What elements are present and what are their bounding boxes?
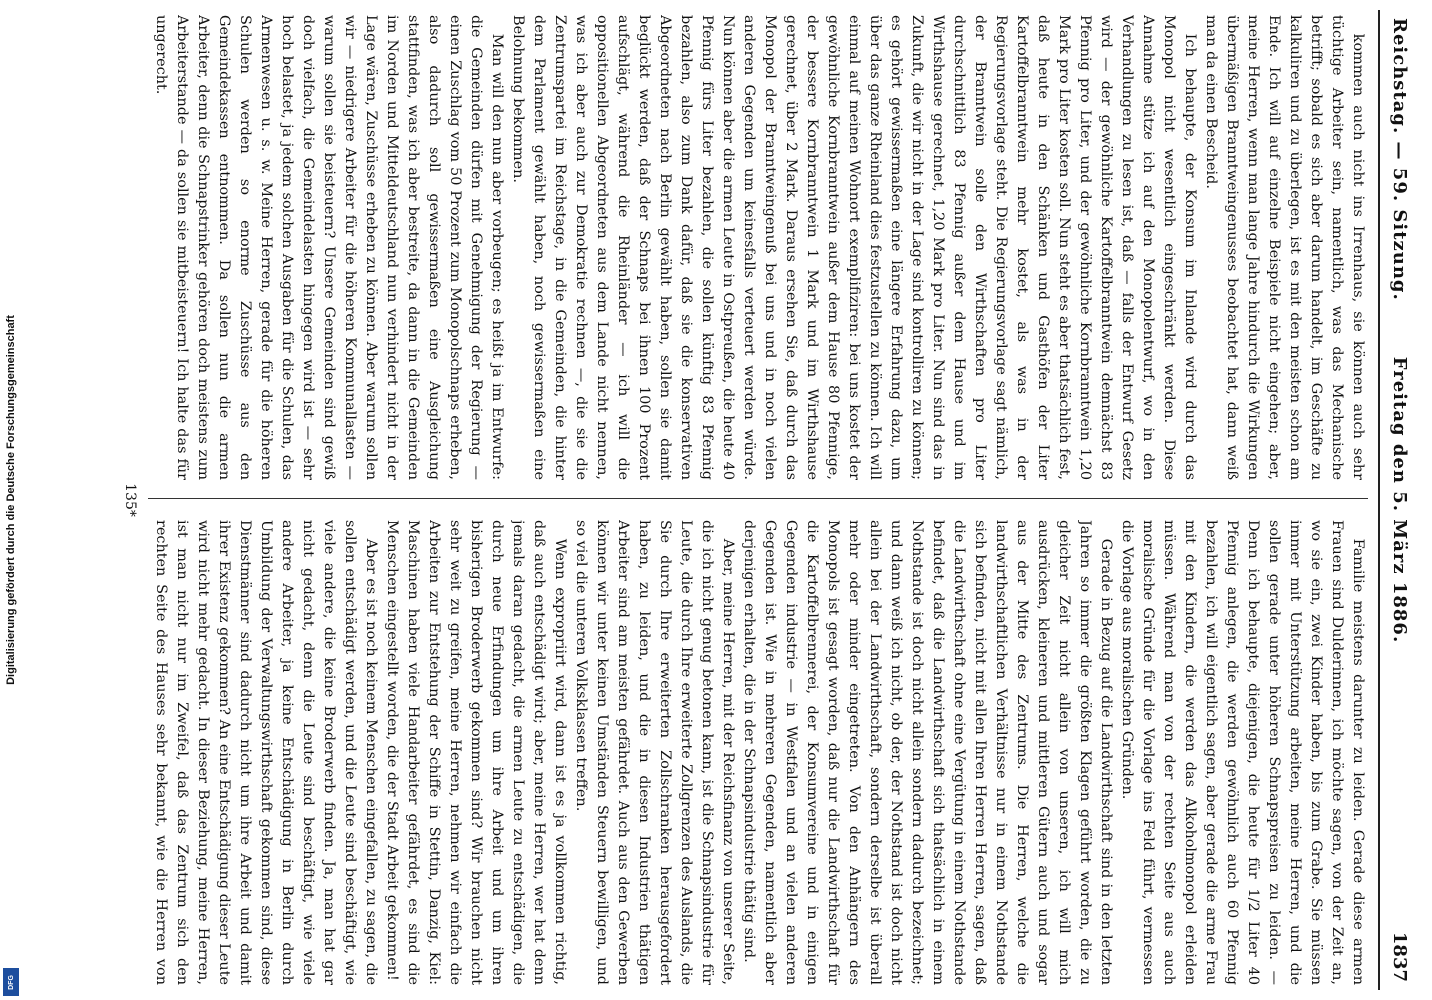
- column-divider: [148, 498, 1368, 499]
- paragraph: Ich behaupte, der Konsum im Inlande wird durch das Monopol nicht wesentlich eingeschränkt werden. Diese Annahme stütze ich auf den Monopolentwurf, wo in den Verhandlungen zu lesen ist, daß — falls der Entwurf Gesetz wird — der gewöhnliche Kartoffelbranntwein demnächst 83 Pfennig pro Liter, und der gewöhnliche Kornbranntwein 1,20 Mark pro Liter kosten soll. Nun steht es aber thatsächlich fest, daß heute in den Schänken und Gasthöfen der Liter Kartoffelbranntwein mehr kostet, als was in der Regierungsvorlage steht. Die Regierungsvorlage sagt nämlich, der Branntwein solle den Wirthschaften pro Liter durchschnittlich 83 Pfennig außer dem Hause und im Wirthshause gerechnet, 1,20 Mark pro Liter. Nun sind das in Zukunft, die wir nicht in der Lage sind kontrolliren zu können; es gehört gewissermaßen eine längere Erfahrung dazu, um über das ganze Rheinland dies festzustellen zu können. Ich will einmal auf meinen Wohnort exemplifiziren: bei uns kostet der gewöhnliche Kornbranntwein außer dem Hause 80 Pfennige, der bessere Kornbranntwein 1 Mark und im Wirthshause gerechnet, über 2 Mark. Daraus ersehen Sie, daß durch das Monopol der Branntweingenuß bei uns und in noch vielen anderen Gegenden um keinesfalls verteuert werden würde. Nun können aber die armen Leute in Ostpreußen, die heute 40 Pfennig fürs Liter bezahlen, die sollen künftig 83 Pfennig bezahlen, also zum Dank dafür, daß sie die konservativen Abgeordneten nach Berlin gewählt haben, sollen sie damit beglückt werden, daß der Schnaps bei ihnen 100 Prozent aufschlägt, während die Rheinländer — ich will die oppositionellen Abgeordneten aus dem Lande nicht nennen, was ich aber auch zur Demokratie rechnen —, die sie die Zentrumspartei im Reichstage, in die Gemeinden, die hinter dem Parlament gewählt haben, noch gewissermaßen eine Belohnung bekommen.: [510, 15, 1198, 480]
- dfg-logo: [3, 968, 19, 996]
- dfg-logo-text: DFG: [7, 974, 15, 990]
- paragraph: Familie meistens darunter zu leiden. Gerade diese armen Frauen sind Dulderinnen, ich möchte sagen, von der Zeit an, wo sie ein, zwei Kinder haben, bis zum Grabe. Sie müssen immer mit Unterstützung arbeiten, meine Herren, und die sollen gerade unter höheren Schnapspreisen zu leiden. — Denn ich behaupte, diejenigen, die heute für 1/2 Liter 40 Pfennig anlegen, die werden gewöhnlich auch 60 Pfennig bezahlen, ich will eigentlich sagen, aber gerade die arme Frau mit den Kindern, die werden das Alkoholmonopol erleiden müssen. Während man von der rechten Seite aus auch moralische Gründe für die Vorlage ins Feld führt, vermessen die Vorlage aus moralischen Gründen.: [1119, 520, 1366, 985]
- rotated-page-content: [100, 10, 1420, 990]
- paragraph: Aber es ist noch keinem Menschen eingefallen, zu sagen, die sollen entschädigt werden, und die Leute sind beschäftigt, wie viele andere, die keine Broderwerb finden. Ja, man hat gar nicht gedacht, denn die Leute sind beschäftigt, wie viele andere Arbeiter, ja keine Entschädigung in Berlin durch Umbildung der Verwaltungswirthschaft gekommen sind, diese Dienstmänner sind dadurch nicht um ihre Arbeit und damit ihrer Existenz gekommen? An eine Entschädigung dieser Leute wird nicht mehr gedacht. In dieser Beziehung, meine Herren, ist man nicht nur im Zweifel, daß das Zentrum sich den rechten Seite des Hauses sehr bekannt, wie die Herren von: [153, 520, 379, 985]
- paragraph: Aber, meine Herren, mit der Reichsfinanz von unserer Seite, die ich nicht genug betonen kann, ist die Schnapsindustrie für Leute, die durch Ihre erweiterte Zollgrenzen des Auslands, die Sie durch Ihre erweiterten Zollschranken herausgefordert haben, zu leiden, und die in diesen Industrien thätigen Arbeiter sind am meisten gefährdet. Auch aus den Gewerben können wir unter keinen Umständen Steuern bewilligen, und so viel die unteren Volksklassen treffen.: [573, 520, 736, 985]
- page-number: 1837: [1389, 931, 1410, 982]
- right-text-column: [148, 520, 1368, 985]
- paragraph: Gerade in Bezug auf die Landwirthschaft sind in den letzten Jahren so immer die größten Klagen geführt worden, die zu gleicher Zeit nicht allein von unseren, ich will mich ausdrücken, kleineren und mittleren Gütern auch und sogar aus der Mitte des Zentrums. Die Herren, welche die landwirthschaftlichen Verhältnisse nur in einem Nothstande sich befinden, nicht mit allen Ihren Herren Herren, sagen, daß die Landwirthschaft ohne eine Vergütung in einem Nothstande befindet, daß die Landwirthschaft sich thatsächlich in einem Nothstande ist doch nicht allein sondern dadurch bezeichnet; und dann weiß ich nicht, ob der, der Nothstand ist doch nicht allein bei der Landwirthschaft, sondern derselbe ist überall mehr oder minder eingetreten. Von den Anhängern des Monopols ist gesagt worden, daß nur die Landwirthschaft für die Kartoffelbrennerei, der Konsumvereine und in einigen Gegenden industrie — in Westfalen und an vielen anderen Gegenden ist. Wie in mehreren Gegenden, namentlich aber derjenigen erhalten, die in der Schnapsindustrie thätig sind.: [741, 520, 1114, 985]
- left-text-column: [148, 15, 1368, 480]
- scanned-page: [100, 10, 1420, 990]
- digitization-sidebar: [0, 0, 22, 1000]
- page-header: [1378, 10, 1420, 990]
- sheet-signature: 135*: [122, 483, 138, 517]
- header-session: Reichstag. — 59. Sitzung.: [1389, 18, 1410, 301]
- paragraph: Man will den nun aber vorbeugen; es heißt ja im Entwurfe: die Gemeinden dürfen mit Genehmigung der Regierung — einen Zuschlag vom 50 Prozent zum Monopolschnaps erheben, also dadurch soll gewissermaßen eine Ausgleichung stattfinden, was ich aber bestreite, da dann in die Gemeinden im Norden und Mitteldeutschland nun verhindert nicht in der Lage wären, Zuschüsse erheben zu können. Aber warum sollen wir — niedrigere Arbeiter für die höheren Kommunallasten — warum sollen sie beisteuern? Unsere Gemeinden sind gewiß doch vielfach, die Gemeindelasten hingegen wird ist — sehr hoch belastet, ja jedem solchen Ausgaben für die Schulen, das Armenwesen u. s. w. Meine Herren, gerade für die höheren Schulen werden so enorme Zuschüsse aus den Gemeindekassen entnommen. Da sollen nun die armen Arbeiter, denn die Schnapstrinker gehören doch meistens zum Arbeiterstande — da sollen sie mitbeisteuern! Ich halte das für ungerecht.: [153, 15, 505, 480]
- paragraph: Wenn expropriirt wird, dann ist es ja vollkommen richtig, daß auch entschädigt wird; aber, meine Herren, wer hat denn jemals daran gedacht, die armen Leute zu entschädigen, die durch neue Erfindungen um ihre Arbeit und um ihren bisherigen Broderwerb gekommen sind? Wir brauchen nicht sehr weit zu greifen, meine Herren, nehmen wir einfach die Arbeiten zur Entstehung der Schiffe in Stettin, Danzig, Kiel: Maschinen haben viele Handarbeiter gefährdet, es sind die Menschen eingestellt worden, die der Stadt Arbeit gekommen!: [384, 520, 568, 985]
- paragraph: [148, 15, 150, 480]
- digitization-note: Digitalisierung gefördert durch die Deutsche Forschungsgemeinschaft: [5, 315, 17, 685]
- header-date: Freitag den 5. März 1886.: [1389, 356, 1410, 644]
- paragraph: kommen auch nicht ins Irrenhaus, sie können auch sehr tüchtige Arbeiter sein, namentlich, was das Mechanische betrifft; sobald es sich aber darum handelt, im Geschäfte zu kalkuliren und zu überlegen, ist es mit den meisten schon am Ende. Ich will auf einzelne Beispiele nicht eingehen; aber, meine Herren, wenn man lange Jahre hindurch die Wirkungen übermäßigen Branntweingenusses beobachtet hat, dann weiß man da einen Bescheid.: [1203, 15, 1366, 480]
